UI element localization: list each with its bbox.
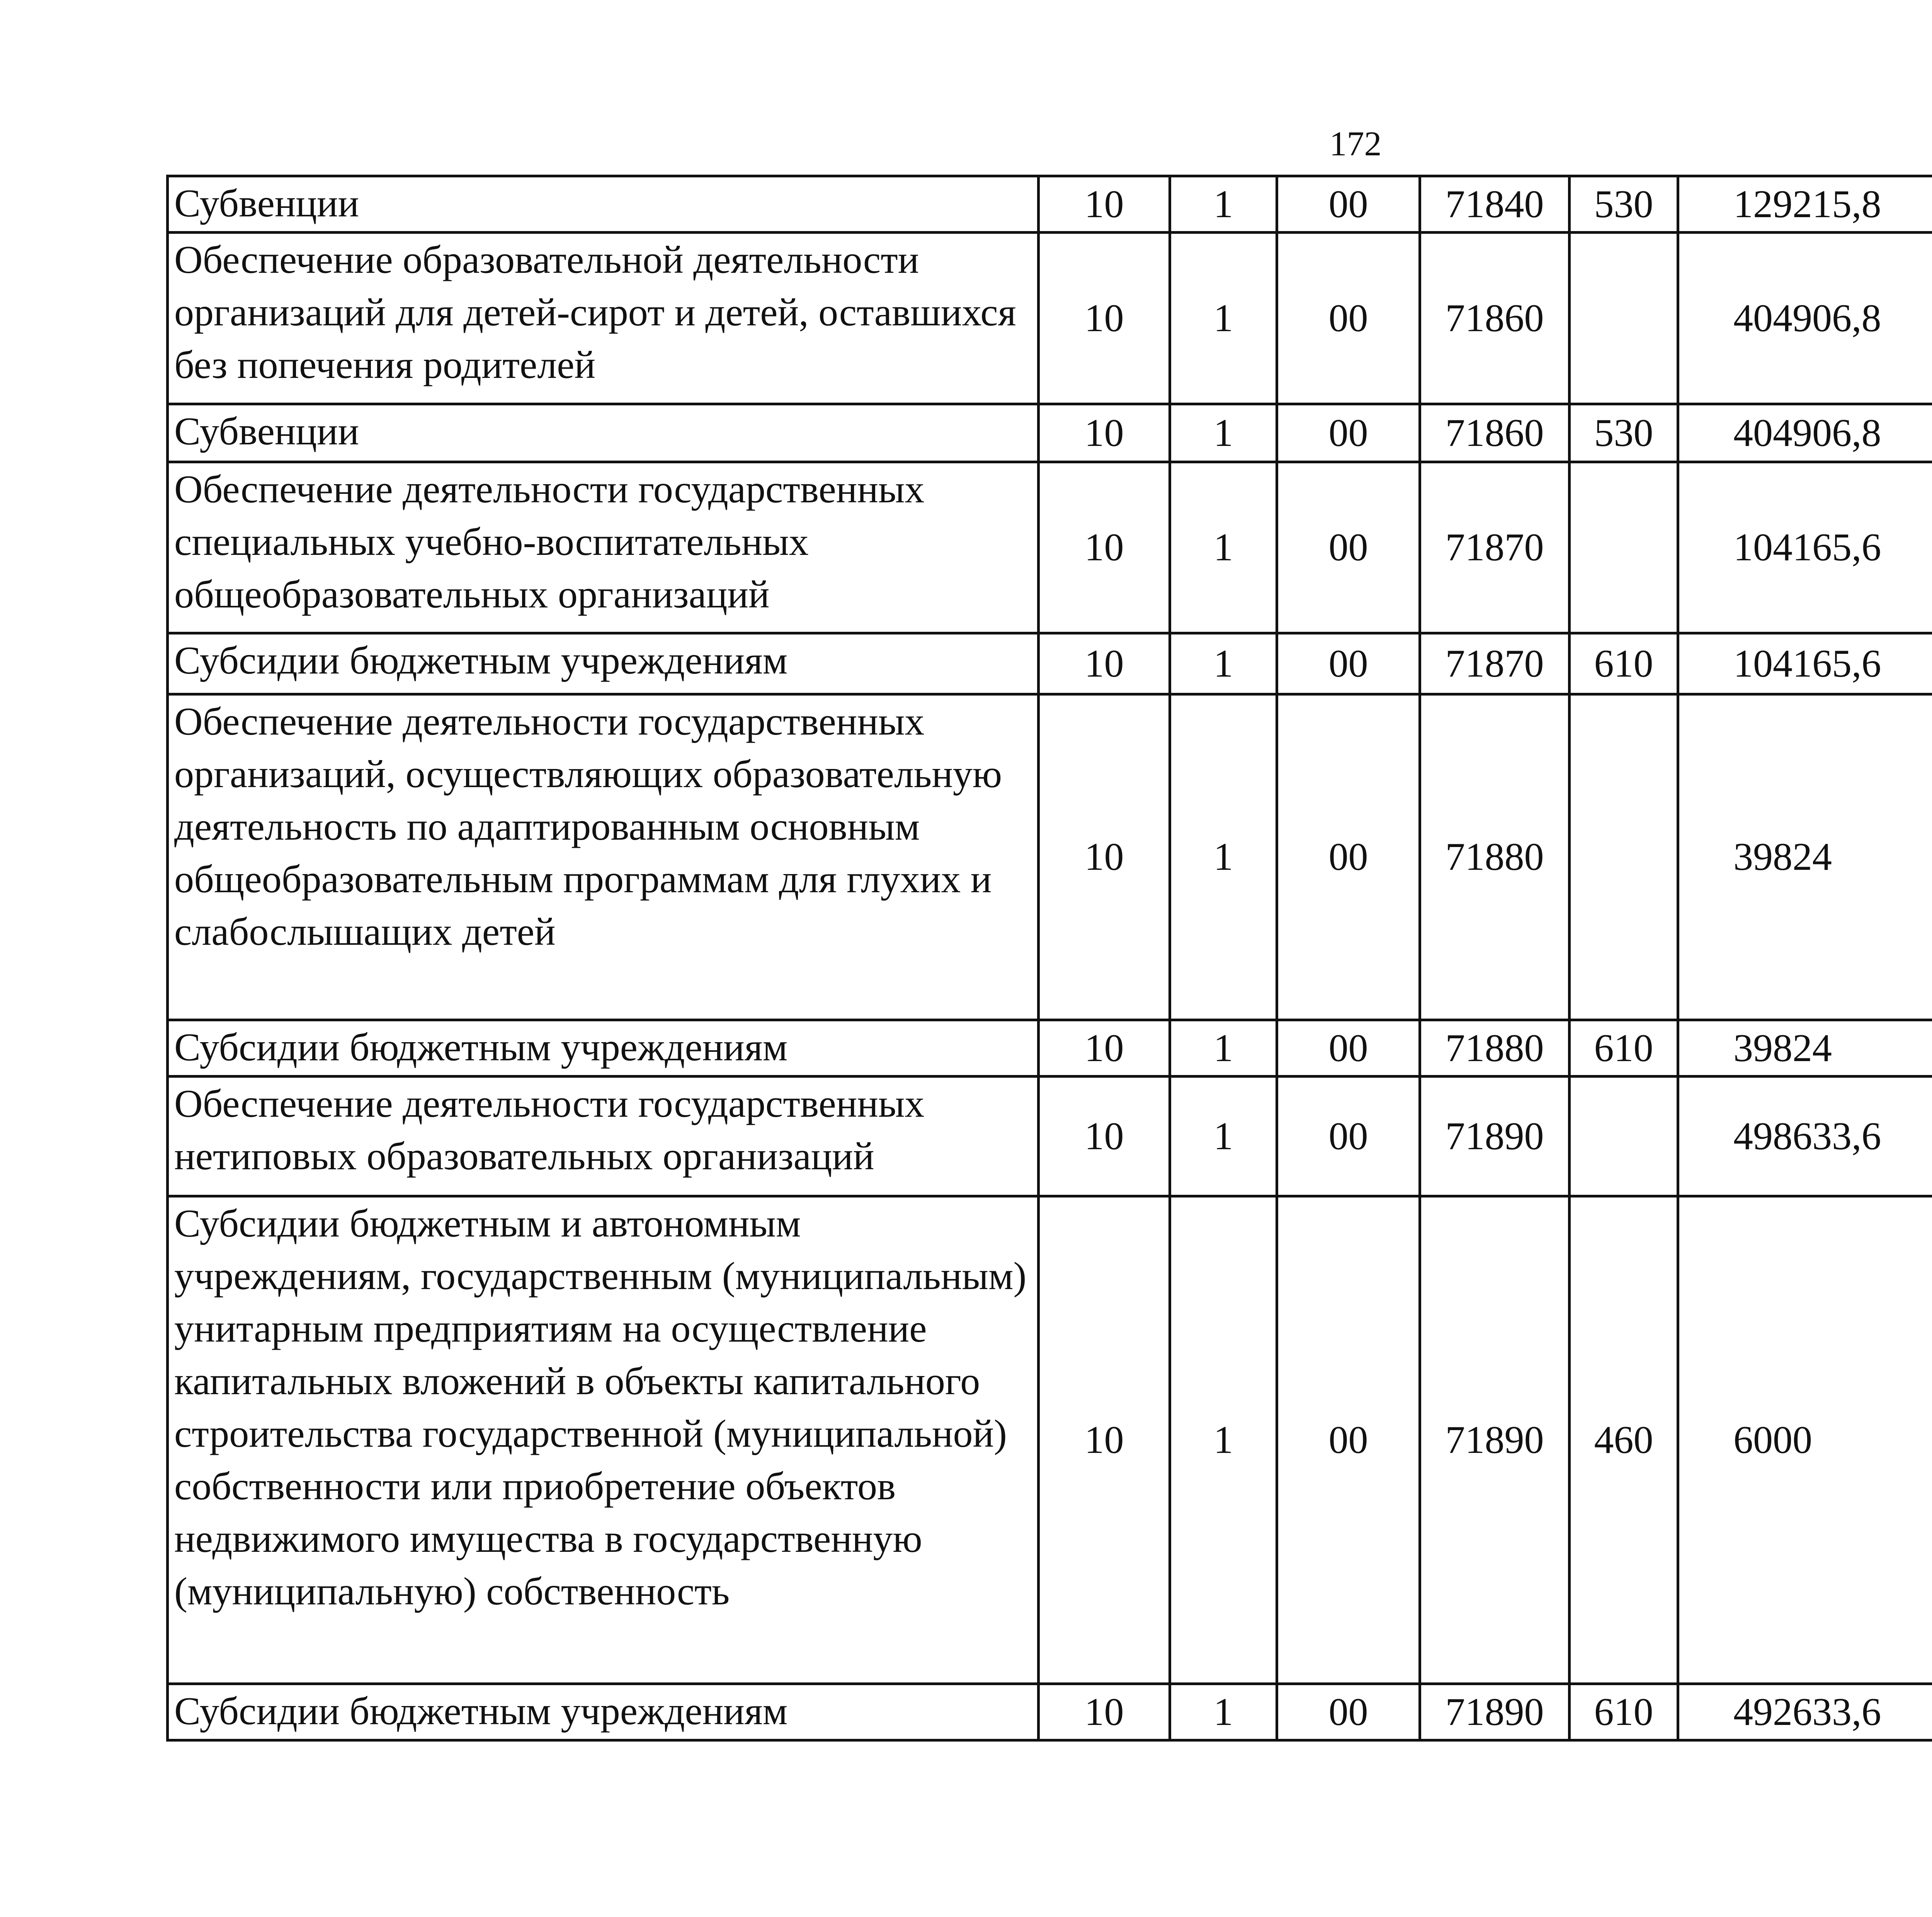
amount-year1-cell: 6000 <box>1678 1196 1932 1684</box>
expense-kind-code-cell <box>1570 233 1678 404</box>
table-row <box>168 404 1932 462</box>
section-code-cell: 10 <box>1039 1020 1170 1077</box>
expense-kind-code-cell: 530 <box>1570 404 1678 462</box>
amount-year1-cell: 39824 <box>1678 694 1932 1020</box>
row-name-cell: Обеспечение деятельности государственных нетиповых образовательных организаций <box>168 1077 1039 1196</box>
target-item-code-cell: 71860 <box>1420 233 1570 404</box>
amount-year1-cell: 404906,8 <box>1678 233 1932 404</box>
amount-year1-cell: 492633,6 <box>1678 1684 1932 1740</box>
amount-year1-cell: 498633,6 <box>1678 1077 1932 1196</box>
row-name-cell: Субвенции <box>168 404 1039 462</box>
row-name-cell: Субвенции <box>168 176 1039 233</box>
table-row <box>168 233 1932 404</box>
program-code-cell: 00 <box>1277 1684 1420 1740</box>
target-item-code-cell: 71890 <box>1420 1684 1570 1740</box>
program-code-cell: 00 <box>1277 1077 1420 1196</box>
subsection-code-cell: 1 <box>1170 462 1277 633</box>
table-row <box>168 1020 1932 1077</box>
table-row <box>168 176 1932 233</box>
row-name-cell: Обеспечение деятельности государственных специальных учебно-воспитательных общеобразовательных организаций <box>168 462 1039 633</box>
target-item-code-cell: 71880 <box>1420 694 1570 1020</box>
amount-year1-cell: 104165,6 <box>1678 633 1932 694</box>
program-code-cell: 00 <box>1277 694 1420 1020</box>
table-row <box>168 1684 1932 1740</box>
section-code-cell: 10 <box>1039 404 1170 462</box>
program-code-cell: 00 <box>1277 462 1420 633</box>
program-code-cell: 00 <box>1277 233 1420 404</box>
subsection-code-cell: 1 <box>1170 176 1277 233</box>
program-code-cell: 00 <box>1277 1196 1420 1684</box>
section-code-cell: 10 <box>1039 1684 1170 1740</box>
row-name-cell: Обеспечение деятельности государственных организаций, осуществляющих образовательную деятельность по адаптированным основным общеобразовательным программам для глухих и слабослышащих детей <box>168 694 1039 1020</box>
table-row <box>168 694 1932 1020</box>
target-item-code-cell: 71870 <box>1420 462 1570 633</box>
section-code-cell: 10 <box>1039 233 1170 404</box>
amount-year1-cell: 39824 <box>1678 1020 1932 1077</box>
expense-kind-code-cell: 460 <box>1570 1196 1678 1684</box>
section-code-cell: 10 <box>1039 462 1170 633</box>
row-name-cell: Субсидии бюджетным учреждениям <box>168 1684 1039 1740</box>
expense-kind-code-cell <box>1570 694 1678 1020</box>
target-item-code-cell: 71880 <box>1420 1020 1570 1077</box>
target-item-code-cell: 71860 <box>1420 404 1570 462</box>
expense-kind-code-cell: 610 <box>1570 633 1678 694</box>
program-code-cell: 00 <box>1277 404 1420 462</box>
section-code-cell: 10 <box>1039 633 1170 694</box>
table-row <box>168 1196 1932 1684</box>
table-row <box>168 1077 1932 1196</box>
row-name-cell: Субсидии бюджетным учреждениям <box>168 1020 1039 1077</box>
section-code-cell: 10 <box>1039 1077 1170 1196</box>
target-item-code-cell: 71890 <box>1420 1196 1570 1684</box>
section-code-cell: 10 <box>1039 1196 1170 1684</box>
subsection-code-cell: 1 <box>1170 233 1277 404</box>
subsection-code-cell: 1 <box>1170 1684 1277 1740</box>
subsection-code-cell: 1 <box>1170 1020 1277 1077</box>
subsection-code-cell: 1 <box>1170 1077 1277 1196</box>
section-code-cell: 10 <box>1039 694 1170 1020</box>
target-item-code-cell: 71840 <box>1420 176 1570 233</box>
program-code-cell: 00 <box>1277 633 1420 694</box>
row-name-cell: Субсидии бюджетным учреждениям <box>168 633 1039 694</box>
amount-year1-cell: 404906,8 <box>1678 404 1932 462</box>
expense-kind-code-cell <box>1570 462 1678 633</box>
target-item-code-cell: 71890 <box>1420 1077 1570 1196</box>
expense-kind-code-cell: 530 <box>1570 176 1678 233</box>
page-number: 172 <box>1329 125 1382 163</box>
subsection-code-cell: 1 <box>1170 1196 1277 1684</box>
budget-table <box>166 175 1932 1742</box>
subsection-code-cell: 1 <box>1170 633 1277 694</box>
expense-kind-code-cell: 610 <box>1570 1020 1678 1077</box>
program-code-cell: 00 <box>1277 176 1420 233</box>
subsection-code-cell: 1 <box>1170 694 1277 1020</box>
target-item-code-cell: 71870 <box>1420 633 1570 694</box>
expense-kind-code-cell: 610 <box>1570 1684 1678 1740</box>
table-row <box>168 633 1932 694</box>
amount-year1-cell: 129215,8 <box>1678 176 1932 233</box>
row-name-cell: Обеспечение образовательной деятельности организаций для детей-сирот и детей, оставшихся без попечения родителей <box>168 233 1039 404</box>
amount-year1-cell: 104165,6 <box>1678 462 1932 633</box>
section-code-cell: 10 <box>1039 176 1170 233</box>
table-row <box>168 462 1932 633</box>
row-name-cell: Субсидии бюджетным и автономным учреждениям, государственным (муниципальным) унитарным предприятиям на осуществление капитальных вложений в объекты капитального строительства государственной (муниципальной) собственности или приобретение объектов недвижимого имущества в государственную (муниципальную) собственность <box>168 1196 1039 1684</box>
subsection-code-cell: 1 <box>1170 404 1277 462</box>
program-code-cell: 00 <box>1277 1020 1420 1077</box>
expense-kind-code-cell <box>1570 1077 1678 1196</box>
